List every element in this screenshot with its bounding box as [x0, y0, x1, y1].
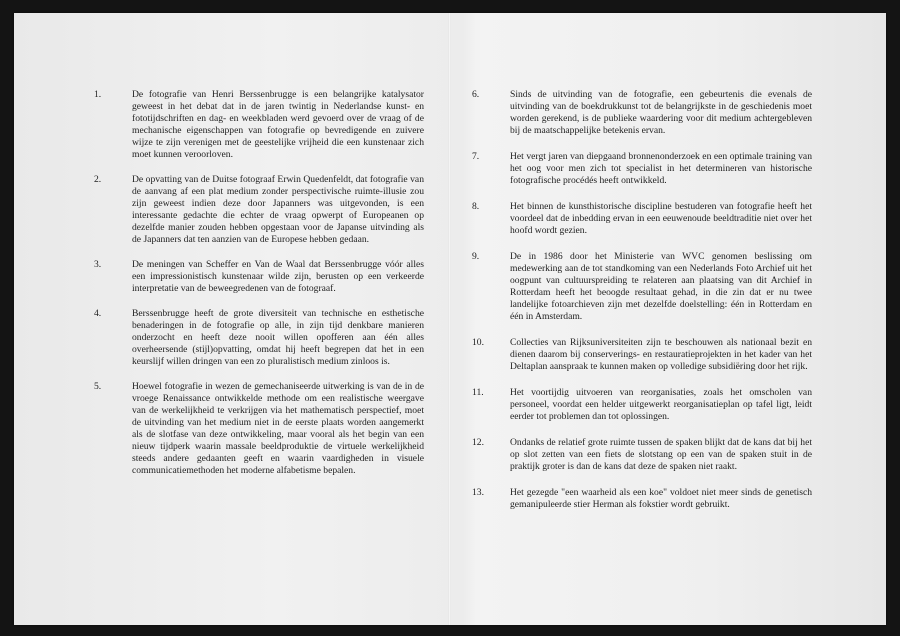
- thesis-number: 5.: [94, 381, 102, 392]
- thesis-text: De fotografie van Henri Berssenbrugge is een belangrijke katalysator geweest in het debat dat in de jaren twintig in Nederlandse kunst- en fototijdschriften en dag- en weekbladen werd gevoerd over de vraag of de mechanische eigenschappen van fotografie op bevredigende en zuivere wijze te zijn verenigen met de geestelijke vrijheid die een kunstenaar zich moet kunnen veroorloven.: [132, 89, 424, 160]
- thesis-item: [472, 89, 812, 137]
- thesis-text: De meningen van Scheffer en Van de Waal dat Berssenbrugge vóór alles een impressionistisch kunstenaar wilde zijn, berusten op een verkeerde interpretatie van de beweegredenen van de fotograaf.: [132, 259, 424, 294]
- thesis-number: 1.: [94, 89, 102, 100]
- thesis-item: [94, 308, 424, 368]
- thesis-item: [472, 487, 812, 511]
- thesis-number: 7.: [472, 151, 480, 162]
- right-page-column: [472, 89, 812, 525]
- thesis-text: De in 1986 door het Ministerie van WVC genomen beslissing om medewerking aan de tot standkoming van een Nederlands Foto Archief uit het oogpunt van cultuurspreiding te relateren aan plaatsing van dit Archief in Rotterdam heeft het beoogde resultaat gehad, in die zin dat er nu twee landelijke fotoarchieven zijn met dezelfde doelstelling: één in Rotterdam en één in Amsterdam.: [510, 251, 812, 322]
- thesis-number: 9.: [472, 251, 480, 262]
- thesis-number: 13.: [472, 487, 484, 498]
- thesis-item: [94, 259, 424, 295]
- thesis-text: Collecties van Rijksuniversiteiten zijn te beschouwen als nationaal bezit en dienen daarom bij conserverings- en restauratieprojekten in het kader van het Deltaplan aanspraak te kunnen maken op volledige subsidiëring door het rijk.: [510, 337, 812, 372]
- thesis-text: Het binnen de kunsthistorische discipline bestuderen van fotografie heeft het voordeel dat de inbedding ervan in een eeuwenoude beeldtraditie niet over het hoofd wordt gezien.: [510, 201, 812, 236]
- thesis-item: [472, 337, 812, 373]
- thesis-item: [94, 381, 424, 477]
- thesis-text: Het vergt jaren van diepgaand bronnenonderzoek en een optimale training van het oog voor men zich tot specialist in het determineren van historische fotografische procédés heeft ontwikkeld.: [510, 151, 812, 186]
- thesis-item: [472, 251, 812, 323]
- thesis-item: [472, 437, 812, 473]
- thesis-number: 10.: [472, 337, 484, 348]
- thesis-number: 12.: [472, 437, 484, 448]
- document-sheet: [14, 13, 886, 625]
- thesis-number: 3.: [94, 259, 102, 270]
- thesis-number: 2.: [94, 174, 102, 185]
- thesis-text: De opvatting van de Duitse fotograaf Erwin Quedenfeldt, dat fotografie van de aanvang af een plat medium zonder perspectivische ruimte-illusie zou zijn geweest indien deze door Japanners was uitgevonden, is een interessante gedachte die echter de vraag opwerpt of Europeanen op dezelfde manier zouden hebben opgestaan voor de Japanse uitvinding als de Japanners dat ten aanzien van de Europese hebben gedaan.: [132, 174, 424, 245]
- thesis-item: [472, 151, 812, 187]
- thesis-text: Hoewel fotografie in wezen de gemechaniseerde uitwerking is van de in de vroege Renaissance ontwikkelde methode om een realistische weergave van de werkelijkheid te verkrijgen via het mathematisch perspectief, moet de uitvinding van het medium niet in de eerste plaats worden aangemerkt als de slotfase van deze ontwikkeling, maar vooral als het begin van een nieuw tijdperk waarin massale beeldproduktie de virtuele werkelijkheid steeds andere gedaanten geeft en waarin vaardigheden in visuele communicatiemethoden het moderne alfabetisme bepalen.: [132, 381, 424, 476]
- thesis-number: 6.: [472, 89, 480, 100]
- thesis-number: 11.: [472, 387, 484, 398]
- thesis-text: Sinds de uitvinding van de fotografie, een gebeurtenis die evenals de uitvinding van de boekdrukkunst tot de belangrijkste in de geschiedenis moet worden gerekend, is de publieke waardering voor dit medium achtergebleven bij de maatschappelijke betekenis ervan.: [510, 89, 812, 136]
- thesis-text: Berssenbrugge heeft de grote diversiteit van technische en esthetische benaderingen in de fotografie op alle, in zijn tijd denkbare manieren onderzocht en heeft deze nooit willen opofferen aan één alles overheersende (stijl)opvatting, omdat hij heeft begrepen dat het in een keurslijf willen dringen van een zo pluralistisch medium zinloos is.: [132, 308, 424, 367]
- thesis-text: Ondanks de relatief grote ruimte tussen de spaken blijkt dat de kans dat bij het op slot zetten van een fiets de slotstang op een van de spaken stuit in de praktijk groter is dan de kans dat deze de spaken niet raakt.: [510, 437, 812, 472]
- thesis-item: [94, 89, 424, 161]
- thesis-item: [94, 174, 424, 246]
- center-fold: [448, 13, 451, 625]
- thesis-item: [472, 201, 812, 237]
- thesis-item: [472, 387, 812, 423]
- thesis-text: Het gezegde "een waarheid als een koe" voldoet niet meer sinds de genetisch gemanipuleerde stier Herman als fokstier wordt gebruikt.: [510, 487, 812, 510]
- thesis-number: 4.: [94, 308, 102, 319]
- thesis-number: 8.: [472, 201, 480, 212]
- left-page-column: [94, 89, 424, 490]
- thesis-text: Het voortijdig uitvoeren van reorganisaties, zoals het omscholen van personeel, voordat een helder uitgewerkt reorganisatieplan op tafel ligt, leidt eerder tot problemen dan tot oplossingen.: [510, 387, 812, 422]
